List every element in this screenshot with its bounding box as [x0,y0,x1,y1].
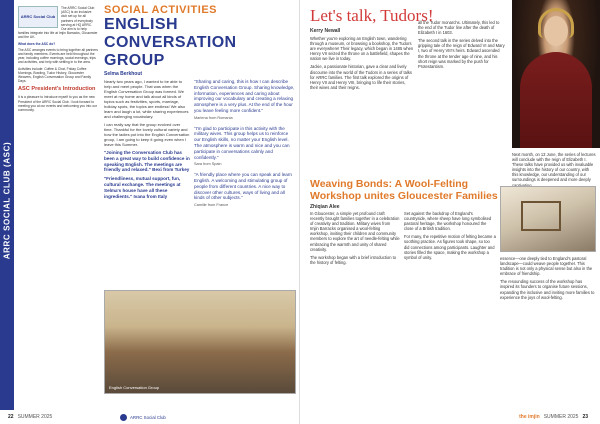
article-title: ENGLISH CONVERSATION GROUP [104,16,237,69]
weaving-author: Zhiqian Alee [310,204,340,210]
body-paragraph: The workshop began with a brief introduction to the history of felting. [310,254,397,265]
right-page [300,0,600,424]
left-footer [0,410,299,424]
portrait-gown [520,52,592,148]
page-number: 23 [582,414,588,420]
section-kicker: SOCIAL ACTIVITIES [104,4,218,16]
quote-text: "I'm glad to participate in this activity with the military wives. This group helps us to reinforce our English skills, no matter your English level. The atmosphere is warm and nice and you can participate in conversations calmly and confidently." [194,125,290,160]
asc-band-text: ARRC SOCIAL CLUB (ASC) [2,141,12,260]
body-paragraph: Jackie, a passionate historian, gave a clear and lively discourse into the world of the Tudors in a series of talks for ARRC families. The first talk explored the origins of Henry VII and Henry VIII, bringing to life their stories, their wives and their reigns. [310,64,412,90]
group-photo [104,290,296,394]
pull-quote: "Joining the Conversation Club has been a great way to build confidence in speaking English. The meetings are friendly and relaxed." Bexi from Turkey [104,150,190,173]
body-paragraph: Nearly two years ago, I wanted to be able to help and meet people. That was when the English Conversation Group was formed. We meet at my home and talk about all kinds of topics such as festivities, sports, marriage, holiday spots, the topics are endless! We also learn and laugh a lot, while sharing experiences and challenging vocabulary. [104,79,189,119]
body-paragraph: In Gloucester, a simple yet profound craft recently brought families together in a celebration of creativity and tradition. Military wives from Imjin Barracks organised a wool-felting workshop, inviting their children and community members to explore the art of needle-felting while embracing the warmth and unity of shared creativity. [310,211,400,252]
tudor-column-2 [418,20,506,72]
portrait-hood [538,8,574,38]
tudor-column-1 [310,36,414,93]
tudor-article-title: Let's talk, Tudors! [310,6,434,25]
body-paragraph: The resounding success of the workshop has inspired its founders to organise future sessions, expanding the inclusive and inviting more families to experience the joys of wool-felting. [500,279,595,300]
body-paragraph: Whether you're exploring an English town, wandering through a museum, or browsing a bookshop, the Tudors are everywhere! Their legacy, which began in 1485 when Henry VII seized the throne on a battlefield, shapes the nation we live in today. [310,36,414,62]
asc-what-text: The ASC arranges events to bring together all partners and family members. Events are held throughout the year, including coffee mornings, social evenings, trips and activities, and help with settling in to the area. [18,47,98,65]
photo-label: English Conversation Group [109,385,160,390]
social-activities-article [104,4,296,213]
quote-text: "A friendly place where you can speak and learn English. A welcoming and stimulating group of people from different countries. A nice way to discover other cultures, ways of living and all kinds of other subjects." [194,172,292,201]
footer-club-badge [120,414,166,421]
body-paragraph: essence—one deeply tied to England's pastoral landscape—could weave people together. This tradition is not only a physical sense but also in the embrace of friendship. [500,256,593,277]
quote-attribution: Sara from Spain [194,162,222,167]
weaving-column-1 [310,211,400,268]
photo-frame-detail [521,201,561,231]
quote-attribution: Camille from France [194,203,229,208]
tudor-portrait [512,0,600,148]
asc-vertical-band [0,0,14,410]
asc-what-heading: What does the ASC do? [18,41,56,46]
right-footer [300,410,600,424]
quotes-column [194,79,296,213]
asc-intro: The ARRC Social Club (ASC) is an inclusive club set up for all partners of everybody serving at HQ ARRC. Our aim is to help families integrate into life at Imjin Barracks, Gloucester and the UK. [18,6,98,40]
asc-activities: Activities include: Coffee & Chat, Friday Coffee Mornings, Bowling, Tudor History, Gloucester Weavers, English Conversation Group and Family Days. [18,66,92,84]
footer-club-name: ARRC Social Club [130,414,166,420]
issue-label: SUMMER 2025 [17,414,53,420]
workshop-photo [500,186,596,252]
body-paragraph: I can really say that the group evolved over time. Thankful for the lovely cultural variety and how the ladies put into the English Conversation group, I am going to keep it going even when I leave this Summer. [104,122,190,147]
pull-quote: "Friendliness, mutual support, fun, cultural exchange. The meetings at Selma's house have all these ingredients." Ivana from Italy [104,176,181,199]
body-paragraph: Set against the backdrop of England's countryside, where sheep have long symbolised pastoral heritage, the workshop honoured the close of a British tradition. [404,211,492,232]
asc-sidebar [18,6,98,114]
body-paragraph: The second talk in the series delved into the gripping tale of the reign of Edward VI and Mary I, two of Henry VIII's heirs. Edward ascended the throne at the tender age of nine, and his short reign was marked by the push for Protestantism. [418,38,505,69]
quote-attribution: Marlena from Romania [194,115,233,120]
article-author: Selma Berkhout [104,71,143,77]
issue-label: SUMMER 2025 [543,414,579,420]
tudor-column-3 [512,152,596,188]
article-body-column [104,79,190,213]
weaving-column-2 [404,211,496,263]
asc-president-text: It is a pleasure to introduce myself to you as the new President of the ARRC Social Club. I look forward to meeting you at our events and welcoming you into our community. [18,95,97,113]
body-paragraph: all the Tudor monarchs. Ultimately, this led to the end of the Tudor line after the death of Elizabeth I in 1603. [418,20,500,36]
weaving-column-3 [500,256,596,303]
tudor-author: Kerry Newall [310,28,341,34]
quote-text: "Sharing and caring, this is how I can describe English Conversation Group. Sharing knowledge, information, experiences and caring about improving our vocabulary and creating a relaxing atmosphere is a very plus. At the end of the hour you leave feeling more confident." [194,79,295,113]
page-number: 22 [8,414,14,420]
club-logo-icon [120,414,127,421]
body-paragraph: These talks have provided us with invaluable insights into the history of our country, with this knowledge, our understanding of our surroundings is deepened and more deeply [512,162,594,183]
asc-logo: ARRC Social Club [18,6,58,28]
body-paragraph: Next month, on 13 June, the series of lectures will conclude with the reign of Elizabeth I. [512,152,596,163]
body-paragraph: For many, the repetitive motion of felting became a soothing practice. As figures took shape, so too did connections among participants. Laughter and stories filled the space, making the workshop a symbol of unity. [404,234,496,260]
asc-president-heading: ASC President's Introduction [18,86,96,93]
magazine-name: the imjin [519,414,540,420]
weaving-article-title: Weaving Bonds: A Wool-Felting Workshop unites Gloucester Families [310,178,498,202]
